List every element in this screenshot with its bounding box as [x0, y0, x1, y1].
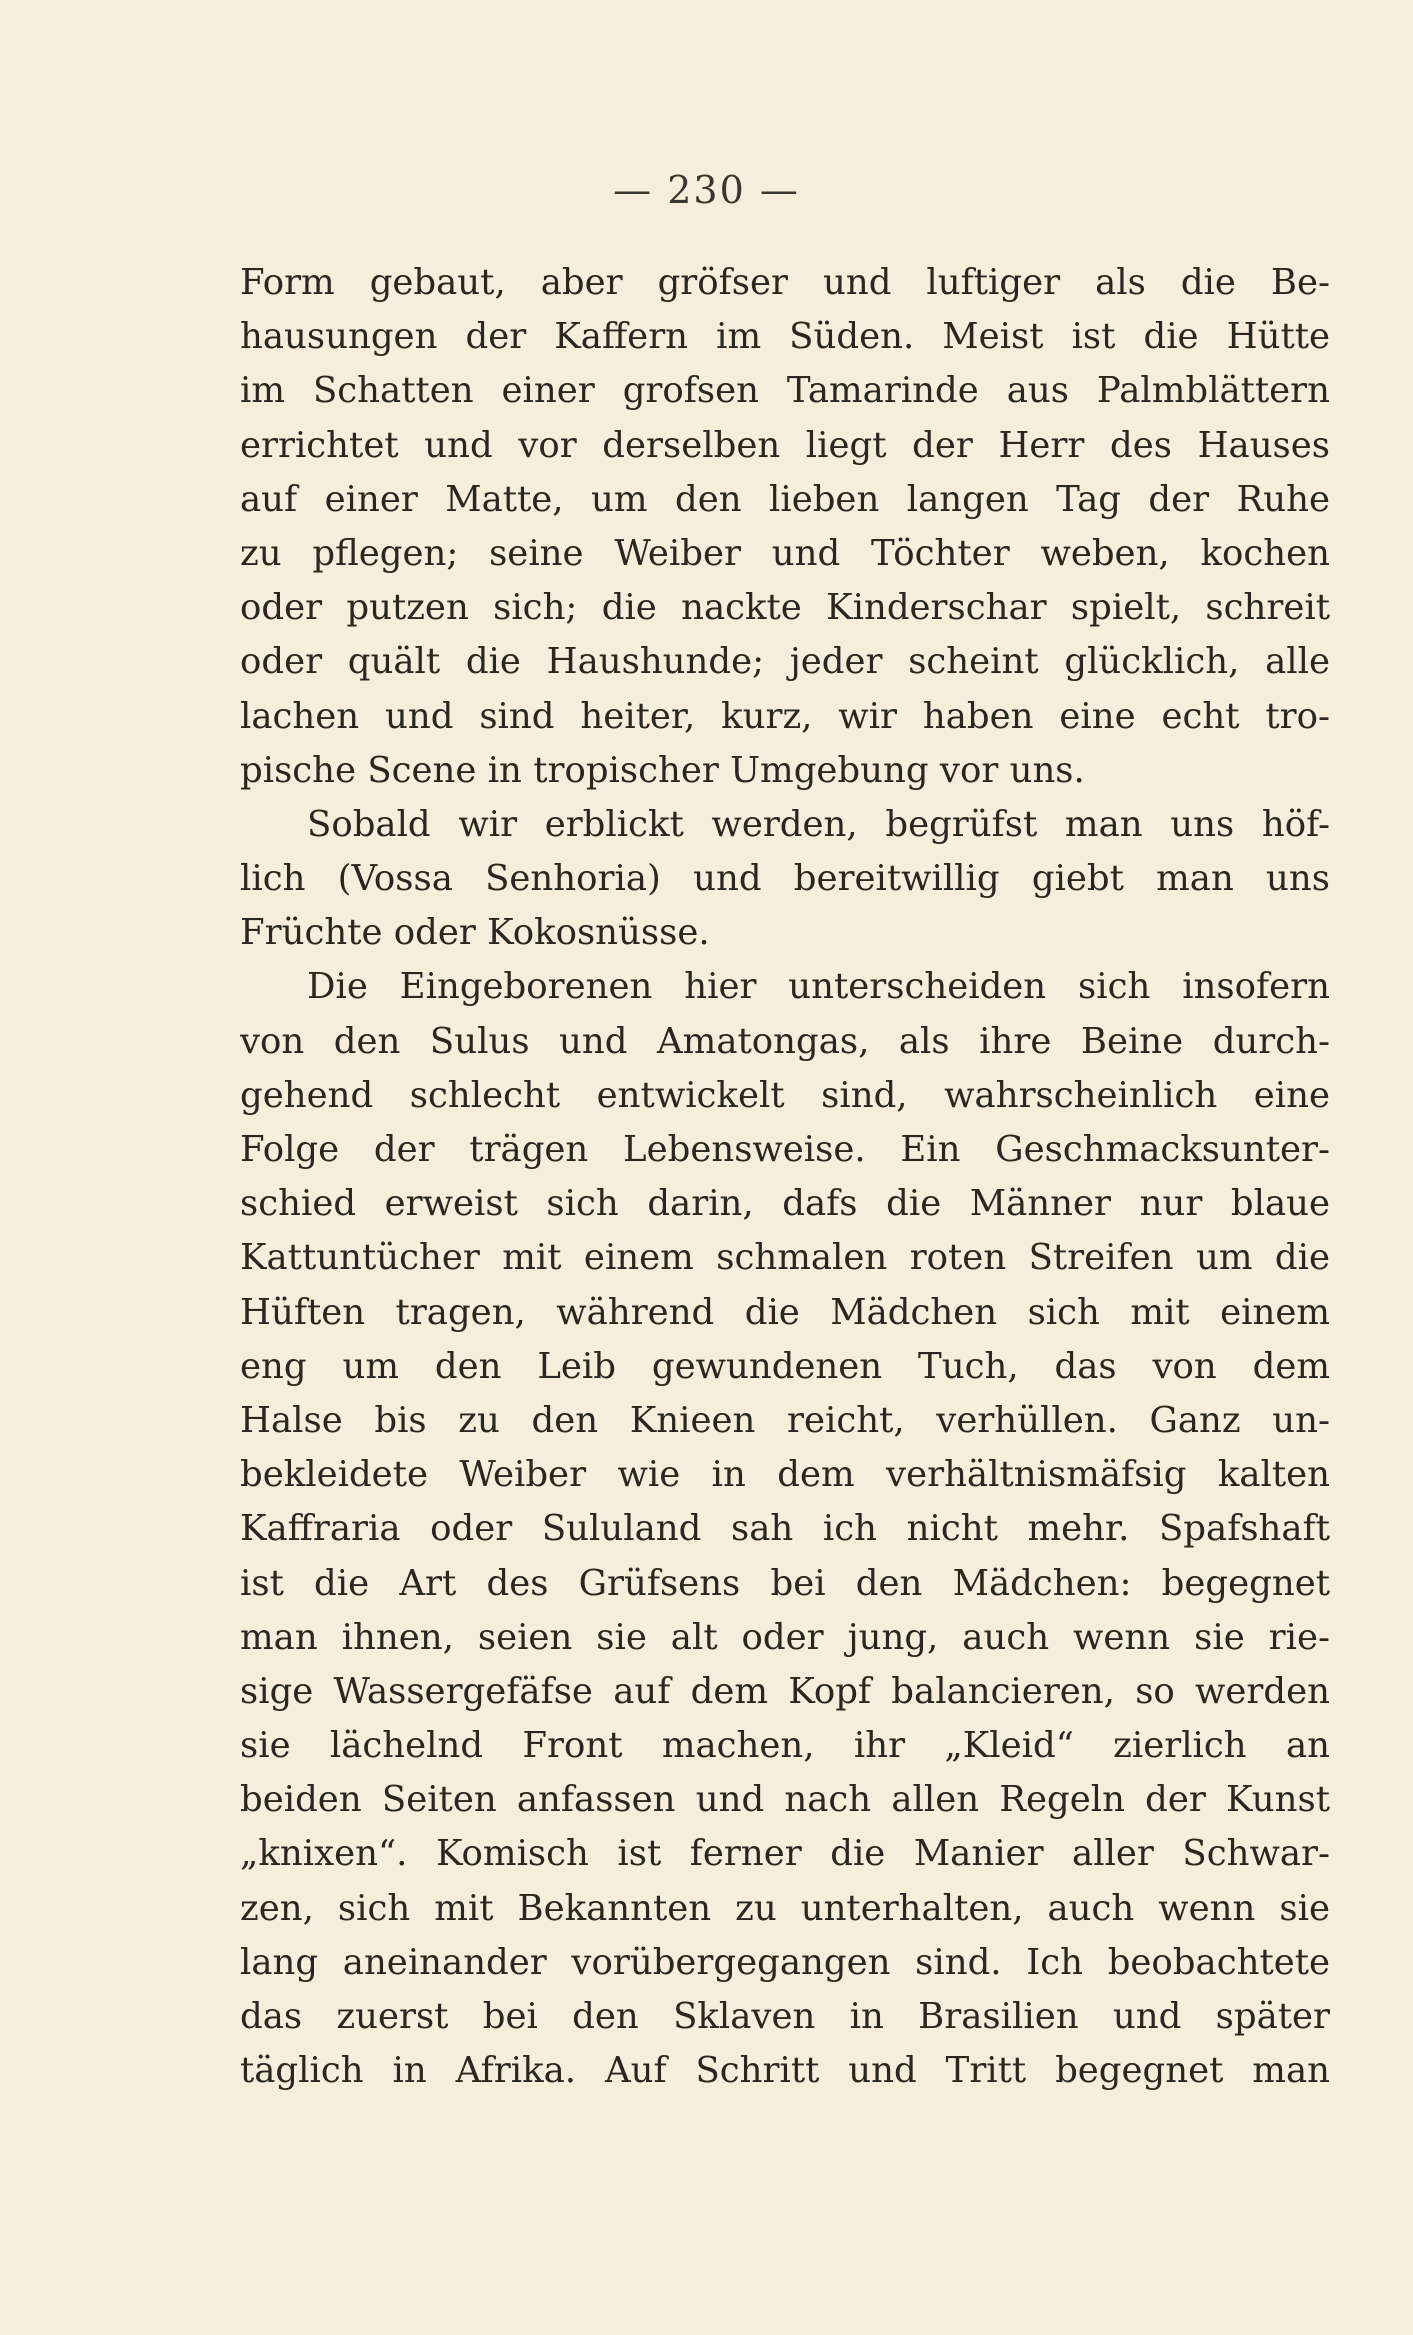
text-line: oder quält die Haushunde; jeder scheint glücklich, alle	[240, 641, 1330, 683]
text-line: Früchte oder Kokosnüsse.	[240, 912, 710, 954]
text-line: hausungen der Kaffern im Süden. Meist ist die Hütte	[240, 316, 1330, 358]
text-line: lang aneinander vorübergegangen sind. Ich beobachtete	[240, 1941, 1330, 1983]
text-line: auf einer Matte, um den lieben langen Tag der Ruhe	[240, 478, 1330, 520]
text-line: man ihnen, seien sie alt oder jung, auch wenn sie rie-	[240, 1616, 1330, 1658]
paragraph-start-line: Sobald wir erblickt werden, begrüfst man uns höf-	[307, 803, 1330, 845]
text-line: sie lächelnd Front machen, ihr „Kleid“ zierlich an	[240, 1725, 1330, 1767]
text-line: Folge der trägen Lebensweise. Ein Geschmacksunter-	[240, 1129, 1330, 1170]
text-line: sige Wassergefäfse auf dem Kopf balancieren, so werden	[240, 1670, 1330, 1712]
text-line: lachen und sind heiter, kurz, wir haben eine echt tro-	[240, 695, 1330, 737]
text-line: zu pflegen; seine Weiber und Töchter weben, kochen	[240, 532, 1330, 574]
text-line: bekleidete Weiber wie in dem verhältnismäfsig kalten	[240, 1454, 1330, 1496]
text-line: „knixen“. Komisch ist ferner die Manier aller Schwar-	[240, 1833, 1330, 1875]
body-text	[240, 256, 1330, 2098]
text-line: das zuerst bei den Sklaven in Brasilien und später	[240, 1996, 1330, 2037]
text-line: pische Scene in tropischer Umgebung vor uns.	[240, 749, 1085, 791]
text-line: Kaffraria oder Sululand sah ich nicht mehr. Spafshaft	[240, 1508, 1330, 1550]
text-line: von den Sulus und Amatongas, als ihre Beine durch-	[240, 1020, 1330, 1062]
text-line: schied erweist sich darin, dafs die Männer nur blaue	[240, 1183, 1330, 1225]
text-line: beiden Seiten anfassen und nach allen Regeln der Kunst	[240, 1779, 1330, 1821]
text-line: Kattuntücher mit einem schmalen roten Streifen um die	[240, 1237, 1330, 1279]
text-line: gehend schlecht entwickelt sind, wahrscheinlich eine	[240, 1074, 1330, 1116]
text-line: zen, sich mit Bekannten zu unterhalten, auch wenn sie	[240, 1887, 1330, 1929]
text-line: Halse bis zu den Knieen reicht, verhüllen. Ganz un-	[240, 1399, 1330, 1441]
text-line: lich (Vossa Senhoria) und bereitwillig giebt man uns	[240, 858, 1330, 900]
text-line: oder putzen sich; die nackte Kinderschar spielt, schreit	[240, 587, 1330, 629]
text-line: im Schatten einer grofsen Tamarinde aus Palmblättern	[240, 370, 1330, 412]
text-line: Hüften tragen, während die Mädchen sich mit einem	[240, 1291, 1330, 1333]
text-line: täglich in Afrika. Auf Schritt und Tritt begegnet man	[240, 2050, 1330, 2092]
paragraph-start-line: Die Eingeborenen hier unterscheiden sich insofern	[307, 966, 1330, 1008]
text-line: eng um den Leib gewundenen Tuch, das von dem	[240, 1345, 1330, 1387]
page-number: — 230 —	[613, 168, 800, 212]
text-line: errichtet und vor derselben liegt der Herr des Hauses	[240, 424, 1330, 466]
text-line: Form gebaut, aber gröfser und luftiger als die Be-	[240, 262, 1330, 303]
text-line: ist die Art des Grüfsens bei den Mädchen: begegnet	[240, 1562, 1330, 1604]
